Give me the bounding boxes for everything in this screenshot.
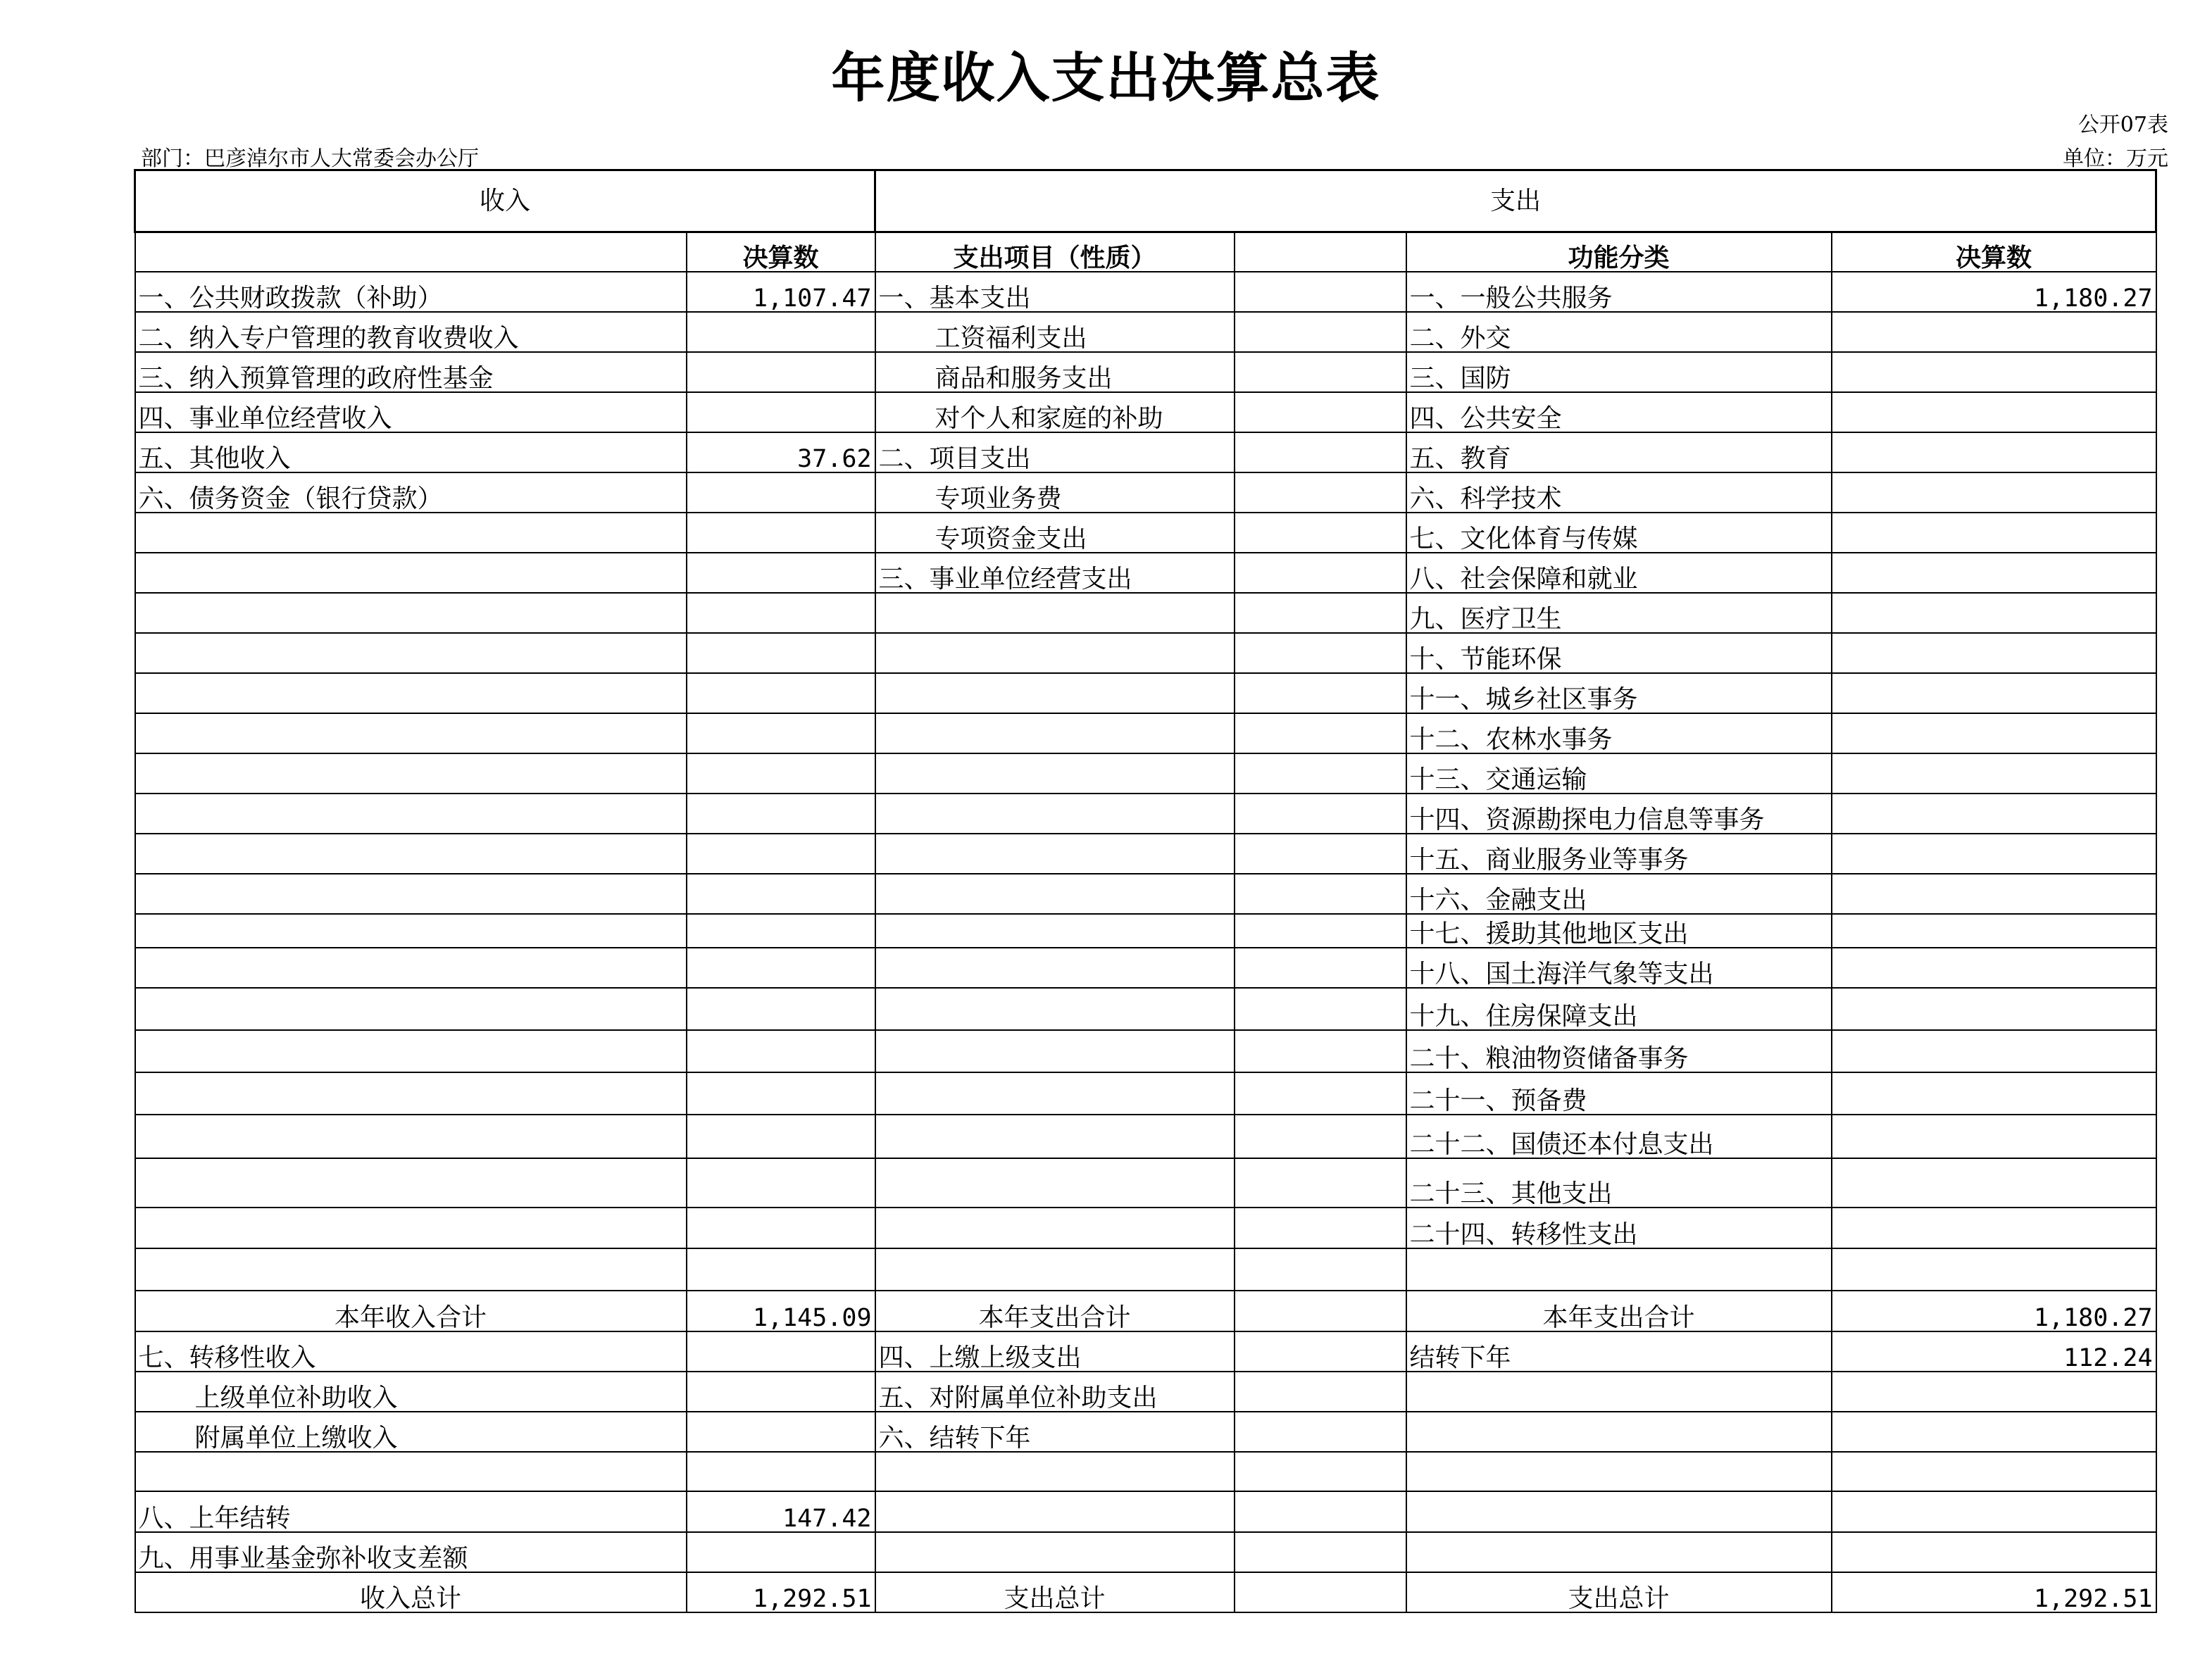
- table-row: [135, 472, 2156, 513]
- table-row: [135, 1291, 2156, 1331]
- function-amount-cell: [1832, 1491, 2156, 1532]
- expense-item-header: 支出项目（性质）: [875, 232, 1235, 272]
- function-amount-cell: [1832, 988, 2156, 1030]
- table-row: [135, 513, 2156, 553]
- function-class-cell: 十八、国土海洋气象等支出: [1406, 948, 1832, 988]
- table-row: [135, 753, 2156, 794]
- expense-item-cell: [875, 753, 1235, 794]
- expense-amount-header: [1235, 232, 1406, 272]
- function-amount-cell: [1832, 513, 2156, 553]
- function-amount-cell: 1,180.27: [1832, 1291, 2156, 1331]
- function-amount-cell: [1832, 673, 2156, 713]
- income-item-cell: 二、纳入专户管理的教育收费收入: [135, 312, 687, 352]
- expense-item-cell: 三、事业单位经营支出: [875, 553, 1235, 593]
- table-row: [135, 1572, 2156, 1612]
- function-amount-cell: [1832, 948, 2156, 988]
- income-amount-cell: [687, 1372, 875, 1412]
- unit-label: 单位：万元: [2063, 146, 2168, 171]
- table-row: [135, 1030, 2156, 1072]
- function-class-cell: 五、教育: [1406, 432, 1832, 472]
- expense-amount-cell: [1235, 593, 1406, 633]
- function-class-cell: 一、一般公共服务: [1406, 272, 1832, 312]
- function-class-header: 功能分类: [1406, 232, 1832, 272]
- function-class-cell: 十二、农林水事务: [1406, 713, 1832, 753]
- table-row: [135, 1491, 2156, 1532]
- income-item-cell: [135, 633, 687, 673]
- table-row: [135, 834, 2156, 874]
- expense-item-cell: [875, 633, 1235, 673]
- table-row: [135, 1115, 2156, 1158]
- table-row: [135, 874, 2156, 914]
- table-row: [135, 948, 2156, 988]
- expense-item-cell: [875, 1115, 1235, 1158]
- function-amount-cell: [1832, 352, 2156, 392]
- expense-item-cell: [875, 593, 1235, 633]
- function-amount-cell: 1,180.27: [1832, 272, 2156, 312]
- expense-item-cell: [875, 1491, 1235, 1532]
- function-amount-cell: [1832, 392, 2156, 432]
- function-amount-cell: [1832, 1248, 2156, 1291]
- expense-amount-cell: [1235, 633, 1406, 673]
- function-class-cell: 二、外交: [1406, 312, 1832, 352]
- table-code: 公开07表: [2077, 113, 2168, 137]
- income-item-cell: 一、公共财政拨款（补助）: [135, 272, 687, 312]
- function-class-cell: 四、公共安全: [1406, 392, 1832, 432]
- income-item-cell: [135, 1030, 687, 1072]
- expense-amount-cell: [1235, 794, 1406, 834]
- income-amount-cell: [687, 352, 875, 392]
- income-amount-cell: [687, 392, 875, 432]
- expense-item-cell: 四、上缴上级支出: [875, 1331, 1235, 1372]
- expense-item-cell: [875, 1158, 1235, 1208]
- expense-amount-cell: [1235, 713, 1406, 753]
- income-amount-header: 决算数: [687, 232, 875, 272]
- income-amount-cell: [687, 1072, 875, 1115]
- table-row: [135, 1331, 2156, 1372]
- income-item-cell: [135, 593, 687, 633]
- expense-amount-cell: [1235, 673, 1406, 713]
- income-item-cell: [135, 988, 687, 1030]
- income-item-cell: 本年收入合计: [135, 1291, 687, 1331]
- income-amount-cell: [687, 834, 875, 874]
- income-item-cell: 上级单位补助收入: [135, 1372, 687, 1412]
- expense-item-cell: [875, 794, 1235, 834]
- income-amount-cell: [687, 1158, 875, 1208]
- expense-amount-cell: [1235, 1158, 1406, 1208]
- income-amount-cell: 37.62: [687, 432, 875, 472]
- function-class-cell: [1406, 1491, 1832, 1532]
- function-amount-cell: [1832, 312, 2156, 352]
- table-row: [135, 914, 2156, 948]
- table-row: [135, 432, 2156, 472]
- function-class-cell: 七、文化体育与传媒: [1406, 513, 1832, 553]
- function-class-cell: [1406, 1248, 1832, 1291]
- expense-item-cell: 二、项目支出: [875, 432, 1235, 472]
- income-amount-cell: [687, 948, 875, 988]
- income-amount-cell: [687, 312, 875, 352]
- income-amount-cell: [687, 1412, 875, 1452]
- income-amount-cell: [687, 673, 875, 713]
- function-class-cell: 支出总计: [1406, 1572, 1832, 1612]
- income-item-cell: [135, 553, 687, 593]
- income-amount-cell: [687, 472, 875, 513]
- table-row: [135, 794, 2156, 834]
- income-item-cell: [135, 1248, 687, 1291]
- expense-amount-cell: [1235, 914, 1406, 948]
- income-item-cell: [135, 1452, 687, 1491]
- income-item-cell: 六、债务资金（银行贷款）: [135, 472, 687, 513]
- table-row: [135, 1532, 2156, 1572]
- expense-item-cell: 五、对附属单位补助支出: [875, 1372, 1235, 1412]
- function-amount-cell: [1832, 1208, 2156, 1248]
- function-class-cell: 十三、交通运输: [1406, 753, 1832, 794]
- function-class-cell: 十九、住房保障支出: [1406, 988, 1832, 1030]
- income-amount-cell: 1,145.09: [687, 1291, 875, 1331]
- table-row: [135, 633, 2156, 673]
- expense-amount-cell: [1235, 553, 1406, 593]
- income-amount-cell: [687, 1331, 875, 1372]
- function-class-cell: 十六、金融支出: [1406, 874, 1832, 914]
- income-amount-cell: [687, 593, 875, 633]
- income-item-cell: 七、转移性收入: [135, 1331, 687, 1372]
- function-class-cell: 二十、粮油物资储备事务: [1406, 1030, 1832, 1072]
- report-title: 年度收入支出决算总表: [831, 46, 1381, 109]
- function-amount-cell: [1832, 874, 2156, 914]
- function-amount-cell: [1832, 1072, 2156, 1115]
- table-row: [135, 988, 2156, 1030]
- income-item-cell: [135, 713, 687, 753]
- income-item-cell: 四、事业单位经营收入: [135, 392, 687, 432]
- expense-amount-cell: [1235, 874, 1406, 914]
- income-item-cell: [135, 1072, 687, 1115]
- expense-item-cell: 本年支出合计: [875, 1291, 1235, 1331]
- income-amount-cell: [687, 633, 875, 673]
- function-amount-cell: [1832, 593, 2156, 633]
- income-amount-cell: [687, 553, 875, 593]
- income-item-cell: [135, 948, 687, 988]
- expense-amount-cell: [1235, 834, 1406, 874]
- function-amount-cell: [1832, 753, 2156, 794]
- income-item-cell: [135, 673, 687, 713]
- expense-amount-cell: [1235, 352, 1406, 392]
- table-row: [135, 272, 2156, 312]
- function-class-cell: 二十四、转移性支出: [1406, 1208, 1832, 1248]
- table-row: [135, 1208, 2156, 1248]
- table-row: [135, 392, 2156, 432]
- function-amount-cell: [1832, 834, 2156, 874]
- expense-item-cell: [875, 713, 1235, 753]
- function-class-cell: 二十三、其他支出: [1406, 1158, 1832, 1208]
- expense-amount-cell: [1235, 1072, 1406, 1115]
- expense-item-cell: 一、基本支出: [875, 272, 1235, 312]
- income-item-cell: 附属单位上缴收入: [135, 1412, 687, 1452]
- income-amount-cell: [687, 988, 875, 1030]
- income-amount-cell: [687, 1452, 875, 1491]
- expense-amount-cell: [1235, 1491, 1406, 1532]
- function-class-cell: 三、国防: [1406, 352, 1832, 392]
- function-class-cell: 十、节能环保: [1406, 633, 1832, 673]
- expense-amount-cell: [1235, 1372, 1406, 1412]
- income-item-cell: [135, 1158, 687, 1208]
- expense-item-cell: [875, 1030, 1235, 1072]
- expense-amount-cell: [1235, 432, 1406, 472]
- expense-item-cell: 六、结转下年: [875, 1412, 1235, 1452]
- function-class-cell: 八、社会保障和就业: [1406, 553, 1832, 593]
- income-item-cell: 九、用事业基金弥补收支差额: [135, 1532, 687, 1572]
- expense-amount-cell: [1235, 1208, 1406, 1248]
- table-row: [135, 553, 2156, 593]
- function-amount-cell: 1,292.51: [1832, 1572, 2156, 1612]
- expense-item-cell: 专项业务费: [875, 472, 1235, 513]
- expense-amount-cell: [1235, 1452, 1406, 1491]
- income-item-cell: 五、其他收入: [135, 432, 687, 472]
- expense-item-cell: [875, 914, 1235, 948]
- expense-item-cell: [875, 1072, 1235, 1115]
- function-class-cell: [1406, 1532, 1832, 1572]
- income-item-cell: [135, 1115, 687, 1158]
- expense-item-cell: [875, 874, 1235, 914]
- income-amount-cell: [687, 753, 875, 794]
- expense-item-cell: 支出总计: [875, 1572, 1235, 1612]
- expense-item-cell: 对个人和家庭的补助: [875, 392, 1235, 432]
- function-amount-cell: [1832, 1372, 2156, 1412]
- income-item-cell: [135, 1208, 687, 1248]
- function-class-cell: 二十一、预备费: [1406, 1072, 1832, 1115]
- function-amount-cell: [1832, 794, 2156, 834]
- table-row: [135, 593, 2156, 633]
- table-row: [135, 312, 2156, 352]
- expenditure-section-header: 支出: [875, 170, 2156, 232]
- expense-amount-cell: [1235, 1030, 1406, 1072]
- table-row: [135, 1072, 2156, 1115]
- expense-amount-cell: [1235, 948, 1406, 988]
- income-amount-cell: [687, 1115, 875, 1158]
- income-amount-cell: 1,292.51: [687, 1572, 875, 1612]
- expense-amount-cell: [1235, 392, 1406, 432]
- expense-item-cell: 工资福利支出: [875, 312, 1235, 352]
- expense-item-cell: [875, 1532, 1235, 1572]
- function-class-cell: 九、医疗卫生: [1406, 593, 1832, 633]
- function-amount-cell: [1832, 1158, 2156, 1208]
- table-row: [135, 1452, 2156, 1491]
- function-amount-cell: [1832, 633, 2156, 673]
- income-item-cell: [135, 753, 687, 794]
- income-amount-cell: [687, 1030, 875, 1072]
- function-amount-cell: [1832, 553, 2156, 593]
- income-item-cell: 八、上年结转: [135, 1491, 687, 1532]
- table-row: [135, 1372, 2156, 1412]
- expense-amount-cell: [1235, 1412, 1406, 1452]
- function-amount-cell: [1832, 713, 2156, 753]
- function-amount-cell: 112.24: [1832, 1331, 2156, 1372]
- function-amount-cell: [1832, 1412, 2156, 1452]
- income-amount-cell: [687, 914, 875, 948]
- function-class-cell: [1406, 1412, 1832, 1452]
- function-class-cell: 六、科学技术: [1406, 472, 1832, 513]
- expense-amount-cell: [1235, 272, 1406, 312]
- income-amount-cell: [687, 513, 875, 553]
- income-amount-cell: 1,107.47: [687, 272, 875, 312]
- income-amount-cell: [687, 1532, 875, 1572]
- expense-item-cell: 专项资金支出: [875, 513, 1235, 553]
- income-amount-cell: [687, 874, 875, 914]
- expense-amount-cell: [1235, 472, 1406, 513]
- function-class-cell: 本年支出合计: [1406, 1291, 1832, 1331]
- expense-amount-cell: [1235, 988, 1406, 1030]
- function-class-cell: 结转下年: [1406, 1331, 1832, 1372]
- function-amount-cell: [1832, 1115, 2156, 1158]
- income-amount-cell: [687, 1208, 875, 1248]
- income-item-cell: [135, 914, 687, 948]
- expense-item-cell: [875, 1208, 1235, 1248]
- expense-amount-cell: [1235, 513, 1406, 553]
- income-section-header: 收入: [135, 170, 875, 232]
- function-amount-cell: [1832, 1452, 2156, 1491]
- expense-amount-cell: [1235, 1532, 1406, 1572]
- income-item-header: [135, 232, 687, 272]
- function-amount-cell: [1832, 1030, 2156, 1072]
- income-amount-cell: [687, 713, 875, 753]
- expense-amount-cell: [1235, 1115, 1406, 1158]
- function-amount-header: 决算数: [1832, 232, 2156, 272]
- expense-amount-cell: [1235, 1248, 1406, 1291]
- income-amount-cell: 147.42: [687, 1491, 875, 1532]
- income-item-cell: [135, 794, 687, 834]
- function-class-cell: [1406, 1452, 1832, 1491]
- function-amount-cell: [1832, 432, 2156, 472]
- expense-item-cell: [875, 673, 1235, 713]
- expense-amount-cell: [1235, 753, 1406, 794]
- department-label: 部门：巴彦淖尔市人大常委会办公厅: [141, 146, 479, 171]
- expense-item-cell: [875, 988, 1235, 1030]
- function-class-cell: 十七、援助其他地区支出: [1406, 914, 1832, 948]
- expense-item-cell: [875, 834, 1235, 874]
- function-amount-cell: [1832, 1532, 2156, 1572]
- income-item-cell: [135, 874, 687, 914]
- function-class-cell: 十一、城乡社区事务: [1406, 673, 1832, 713]
- expense-item-cell: [875, 1452, 1235, 1491]
- expense-item-cell: 商品和服务支出: [875, 352, 1235, 392]
- function-class-cell: 二十二、国债还本付息支出: [1406, 1115, 1832, 1158]
- expense-item-cell: [875, 948, 1235, 988]
- function-class-cell: [1406, 1372, 1832, 1412]
- income-item-cell: 三、纳入预算管理的政府性基金: [135, 352, 687, 392]
- income-item-cell: 收入总计: [135, 1572, 687, 1612]
- expense-amount-cell: [1235, 1331, 1406, 1372]
- income-amount-cell: [687, 794, 875, 834]
- table-row: [135, 1158, 2156, 1208]
- table-row: [135, 713, 2156, 753]
- expense-item-cell: [875, 1248, 1235, 1291]
- income-amount-cell: [687, 1248, 875, 1291]
- income-item-cell: [135, 834, 687, 874]
- function-amount-cell: [1832, 914, 2156, 948]
- expense-amount-cell: [1235, 1572, 1406, 1612]
- table-row: [135, 352, 2156, 392]
- function-amount-cell: [1832, 472, 2156, 513]
- table-row: [135, 1412, 2156, 1452]
- income-item-cell: [135, 513, 687, 553]
- function-class-cell: 十五、商业服务业等事务: [1406, 834, 1832, 874]
- expense-amount-cell: [1235, 1291, 1406, 1331]
- table-row: [135, 673, 2156, 713]
- table-row: [135, 1248, 2156, 1291]
- function-class-cell: 十四、资源勘探电力信息等事务: [1406, 794, 1832, 834]
- expense-amount-cell: [1235, 312, 1406, 352]
- budget-summary-table: [134, 169, 2157, 1613]
